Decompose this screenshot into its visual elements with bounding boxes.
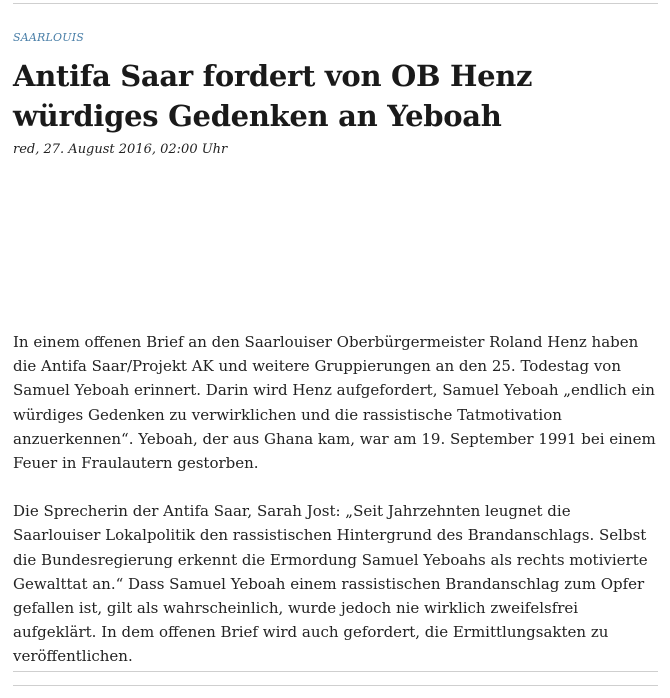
- section-kicker-link[interactable]: SAARLOUIS: [13, 31, 84, 44]
- body-paragraph: In einem offenen Brief an den Saarlouiser Oberbürgermeister Roland Henz haben die Antifa Saar/Projekt AK und weitere Gruppierungen an den 25. Todestag von Samuel Yeboah erinnert. Darin wird Henz aufgefordert, Samuel Yeboah „endlich ein würdiges Gedenken zu verwirklichen und die rassistische Tatmotivation anzuerkennen“. Yeboah, der aus Ghana kam, war am 19. September 1991 bei einem Feuer in Fraulautern gestorben.: [13, 333, 656, 473]
- article-byline: red, 27. August 2016, 02:00 Uhr: [13, 142, 228, 157]
- top-divider: [13, 3, 658, 4]
- bottom-divider-secondary: [13, 685, 658, 686]
- article-body: [13, 330, 658, 693]
- article-headline: Antifa Saar fordert von OB Henz würdiges Gedenken an Yeboah: [13, 59, 533, 133]
- bottom-divider: [13, 671, 658, 672]
- body-paragraph: Die Sprecherin der Antifa Saar, Sarah Jost: „Seit Jahrzehnten leugnet die Saarlouiser Lokalpolitik den rassistischen Hintergrund des Brandanschlags. Selbst die Bundesregierung erkennt die Ermordung Samuel Yeboahs als rechts motivierte Gewalttat an.“ Dass Samuel Yeboah einem rassistischen Brandanschlag zum Opfer gefallen ist, gilt als wahrscheinlich, wurde jedoch nie wirklich zweifelsfrei aufgeklärt. In dem offenen Brief wird auch gefordert, die Ermittlungsakten zu veröffentlichen.: [13, 502, 648, 666]
